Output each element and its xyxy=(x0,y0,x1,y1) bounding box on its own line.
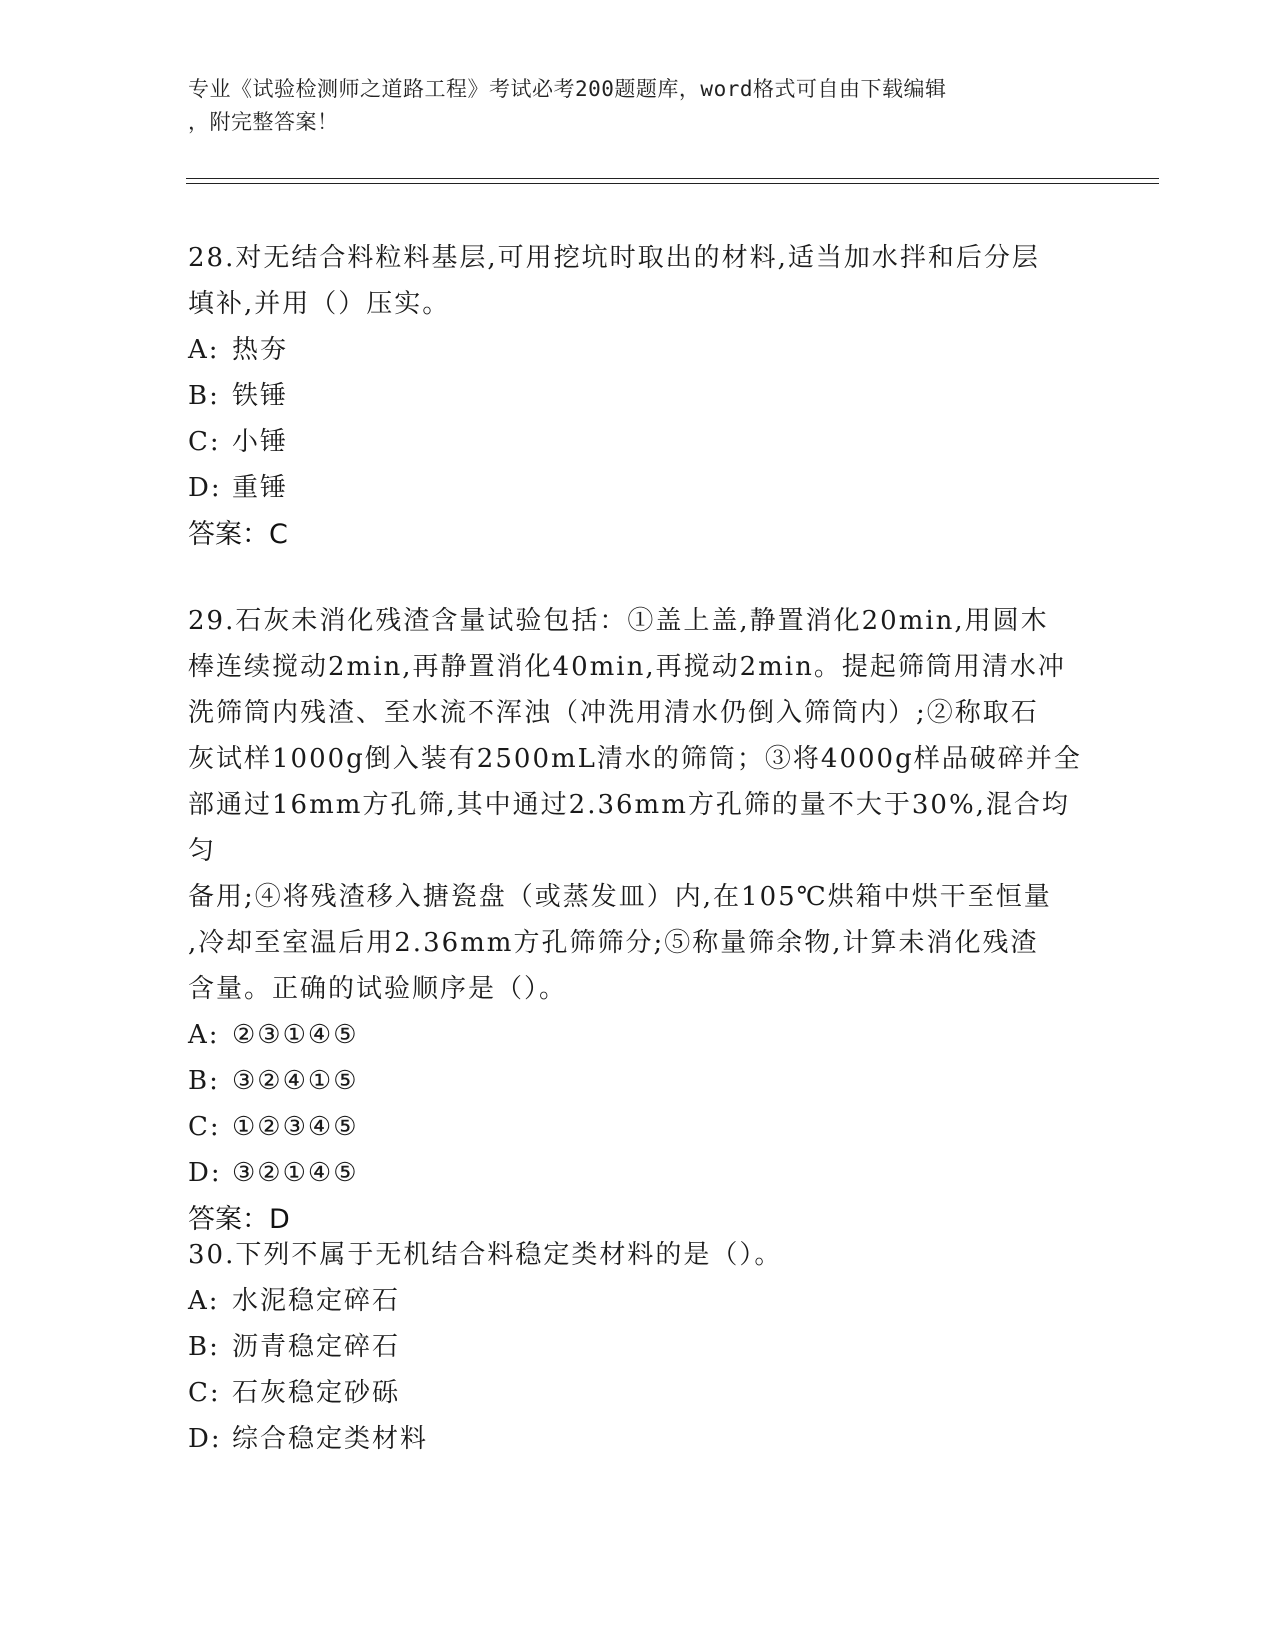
option-text: 重锤 xyxy=(232,473,289,503)
question-29 xyxy=(188,598,1088,1244)
option-key: C: xyxy=(188,1112,221,1142)
question-stem-line: 洗筛筒内残渣、至水流不浑浊（冲洗用清水仍倒入筛筒内）;②称取石 xyxy=(188,698,1039,728)
header-line-2: ，附完整答案！ xyxy=(188,110,339,134)
option-c xyxy=(188,1370,1088,1416)
question-stem-line: 部通过16mm方孔筛,其中通过2.36mm方孔筛的量不大于30%,混合均匀 xyxy=(188,790,1070,866)
option-key: B: xyxy=(188,381,220,411)
question-stem-line: 备用;④将残渣移入搪瓷盘（或蒸发皿）内,在105℃烘箱中烘干至恒量 xyxy=(188,882,1052,912)
question-stem-line: 29.石灰未消化残渣含量试验包括：①盖上盖,静置消化20min,用圆木 xyxy=(188,606,1049,636)
question-stem-line: 含量。正确的试验顺序是（）。 xyxy=(188,974,568,1004)
header-divider-bottom xyxy=(186,183,1159,184)
option-d xyxy=(188,1416,1088,1462)
option-b xyxy=(188,373,1088,419)
option-text: ③②④①⑤ xyxy=(232,1066,359,1096)
option-c xyxy=(188,419,1088,465)
question-stem-line: ,冷却至室温后用2.36mm方孔筛筛分;⑤称量筛余物,计算未消化残渣 xyxy=(188,928,1039,958)
option-text: 热夯 xyxy=(232,335,289,365)
option-key: A: xyxy=(188,335,220,365)
option-b xyxy=(188,1058,1088,1104)
option-text: 铁锤 xyxy=(232,381,289,411)
header-divider-top xyxy=(186,178,1159,179)
option-c xyxy=(188,1104,1088,1150)
option-text: 水泥稳定碎石 xyxy=(232,1286,401,1316)
option-a xyxy=(188,1278,1088,1324)
option-b xyxy=(188,1324,1088,1370)
option-key: D: xyxy=(188,1158,222,1188)
question-28 xyxy=(188,235,1088,559)
question-stem-line: 灰试样1000g倒入装有2500mL清水的筛筒；③将4000g样品破碎并全 xyxy=(188,744,1082,774)
option-a xyxy=(188,1012,1088,1058)
question-stem-line: 棒连续搅动2min,再静置消化40min,再搅动2min。提起筛筒用清水冲 xyxy=(188,652,1066,682)
option-key: D: xyxy=(188,473,222,503)
option-key: D: xyxy=(188,1424,222,1454)
option-key: B: xyxy=(188,1066,220,1096)
option-key: A: xyxy=(188,1286,220,1316)
answer-label: 答案：C xyxy=(188,519,288,550)
option-text: ③②①④⑤ xyxy=(232,1158,359,1188)
question-stem-line: 28.对无结合料粒料基层,可用挖坑时取出的材料,适当加水拌和后分层 xyxy=(188,243,1040,273)
option-key: C: xyxy=(188,427,221,457)
question-stem-line: 30.下列不属于无机结合料稳定类材料的是（）。 xyxy=(188,1240,783,1270)
question-30 xyxy=(188,1232,1088,1462)
option-text: 小锤 xyxy=(232,427,289,457)
option-text: 石灰稳定砂砾 xyxy=(232,1378,401,1408)
header-line-1: 专业《试验检测师之道路工程》考试必考200题题库，word格式可自由下载编辑 xyxy=(188,77,947,101)
option-text: ①②③④⑤ xyxy=(232,1112,359,1142)
option-d xyxy=(188,1150,1088,1196)
option-key: C: xyxy=(188,1378,221,1408)
option-key: A: xyxy=(188,1020,220,1050)
question-stem-line: 填补,并用（）压实。 xyxy=(188,289,451,319)
option-key: B: xyxy=(188,1332,220,1362)
option-text: ②③①④⑤ xyxy=(232,1020,359,1050)
answer-label: 答案：D xyxy=(188,1204,290,1235)
document-header xyxy=(188,73,1078,139)
option-a xyxy=(188,327,1088,373)
option-d xyxy=(188,465,1088,511)
option-text: 综合稳定类材料 xyxy=(232,1424,429,1454)
option-text: 沥青稳定碎石 xyxy=(232,1332,401,1362)
